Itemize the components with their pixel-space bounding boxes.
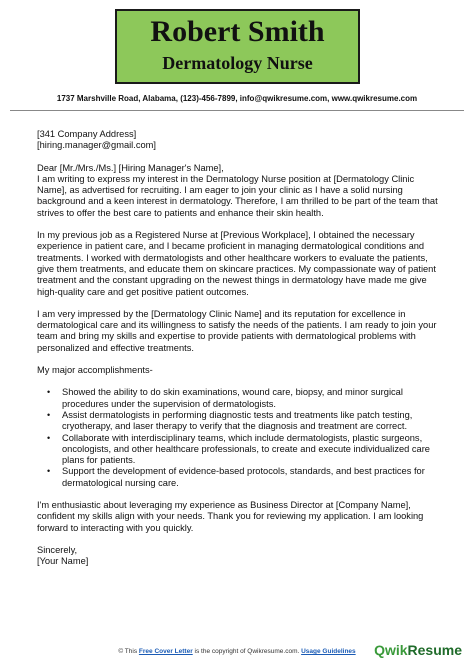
bullet-icon: • [47,387,51,398]
logo-part-qwik: Qwik [374,642,408,658]
bullet-icon: • [47,432,51,443]
logo-part-resume: Resume [407,642,462,658]
free-cover-letter-link[interactable]: Free Cover Letter [138,648,193,655]
list-item: • Support the development of evidence-based protocols, standards, and best practices for dermatological nursing care. [47,466,425,488]
footer-prefix: © This [118,648,139,655]
header-banner [115,9,360,84]
job-title: Dermatology Nurse [162,53,313,73]
letter-body [37,129,442,579]
hiring-manager-email: [hiring.manager@gmail.com] [37,140,156,151]
paragraph-closing: I'm enthusiastic about leveraging my experience as Business Director at [Company Name], confident my skills align with your needs. Thank you for reviewing my application. I am looking forward to interacting with you quickly. [37,500,424,533]
salutation: Dear [Mr./Mrs./Ms.] [Hiring Manager's Name], [37,162,224,173]
list-item: • Assist dermatologists in performing diagnostic tests and treatments like patch testing, cryotherapy, and laser therapy to verify that the diagnosis and treatment are correct. [47,409,413,432]
signature-name: [Your Name] [37,556,89,567]
usage-guidelines-link[interactable]: Usage Guidelines [301,648,356,655]
paragraph-interest: I am very impressed by the [Dermatology Clinic Name] and its reputation for excellence in dermatological care and its willingness to satisfy the needs of the patients. I am ready to join your team and bring my skills and expertise to provide patients with dermatological problems with personalized and effective treatments. [37,308,437,353]
recipient-address [37,129,442,152]
bullet-icon: • [47,466,51,477]
contact-line: 1737 Marshville Road, Alabama, (123)-456-7899, info@qwikresume.com, www.qwikresume.com [56,94,418,103]
accomplishments-heading: My major accomplishments- [37,365,153,376]
list-item: • Showed the ability to do skin examinations, wound care, biopsy, and minor surgical procedures under the supervision of dermatologists. [47,387,403,409]
divider [10,110,464,111]
qwikresume-logo [374,642,462,658]
footer-middle: is the copyright of Qwikresume.com. [192,648,302,655]
bullet-icon: • [47,409,51,420]
list-item: • Collaborate with interdisciplinary teams, which include dermatologists, plastic surgeons, oncologists, and other healthcare professionals, to create and execute individualized care plans for patients. [47,432,430,466]
accomplishments-list [37,387,442,489]
applicant-name: Robert Smith [150,15,325,48]
paragraph-intro: I am writing to express my interest in the Dermatology Nurse position at [Dermatology Clinic Name], as advertised for recruiting. I am eager to join your clinic as I have a solid nursing background and a keen interest in dermatology. Therefore, I am thrilled to be part of the team that strives to offer the best care to patients and enhance their skin health. [37,173,438,218]
signoff: Sincerely, [37,544,78,555]
paragraph-experience: In my previous job as a Registered Nurse at [Previous Workplace], I obtained the necessary experience in patient care, and I became proficient in managing dermatological conditions and treatments. I worked with dermatologists and other healthcare workers to evaluate the patients, give them treatments, and educate them on skincare practices. My compassionate way of patient treatment and the constant upgrading on the newest things in dermatology have made me give high-quality care and get positive patient outcomes. [37,230,436,297]
signature-block [37,545,442,568]
company-address: [341 Company Address] [37,129,137,139]
